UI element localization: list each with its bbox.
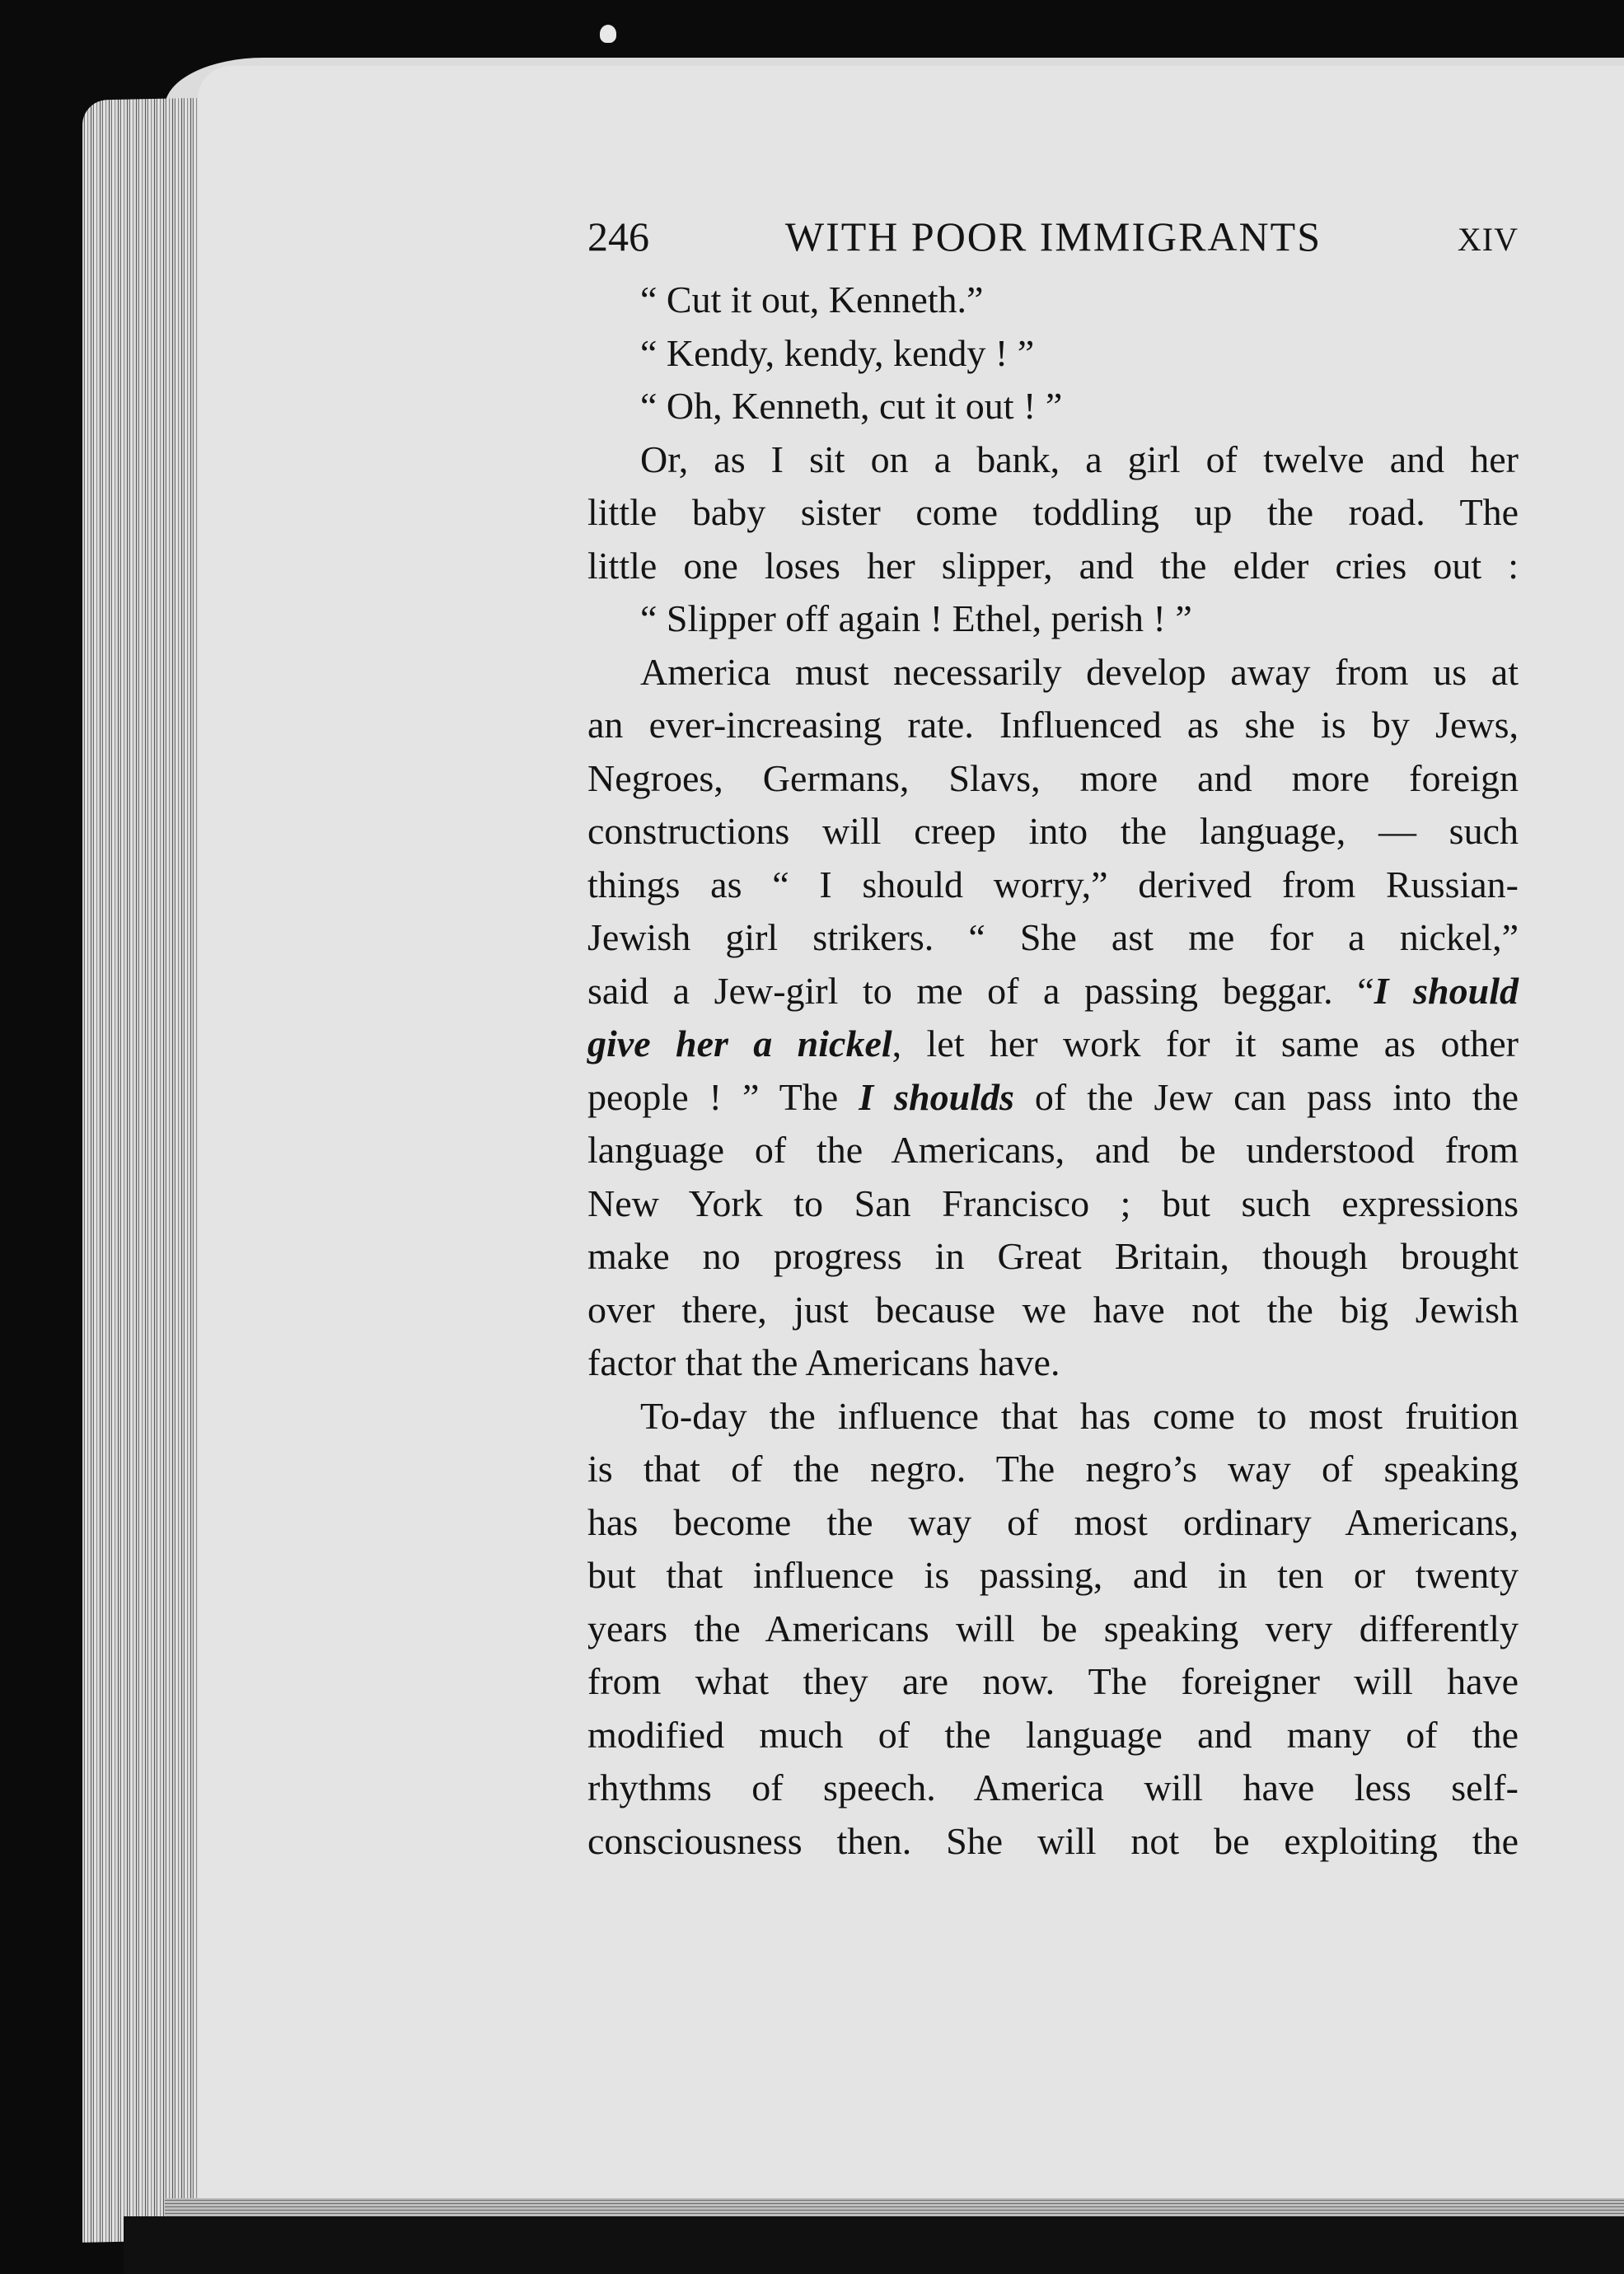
text-line: “ Kendy, kendy, kendy ! ” bbox=[640, 331, 1035, 374]
text-line: make no progress in Great Britain, though brought bbox=[587, 1235, 1519, 1277]
text-line: modified much of the language and many of the bbox=[587, 1713, 1519, 1756]
italic-phrase: give her a nickel bbox=[587, 1022, 892, 1064]
text-line: little baby sister come toddling up the road. The bbox=[587, 491, 1519, 533]
text-segment: said a Jew-girl to me of a passing beggar. “ bbox=[587, 969, 1374, 1012]
text-line: has become the way of most ordinary Americans, bbox=[587, 1500, 1519, 1543]
text-line: is that of the negro. The negro’s way of speaking bbox=[587, 1448, 1519, 1490]
text-line: rhythms of speech. America will have less self- bbox=[587, 1766, 1519, 1808]
text-segment: , let her work for it same as other bbox=[892, 1022, 1519, 1064]
text-line: factor that the Americans have. bbox=[587, 1341, 1060, 1383]
page-text bbox=[587, 213, 1519, 1868]
text-line: “ Cut it out, Kenneth.” bbox=[640, 278, 984, 321]
text-line bbox=[587, 1018, 1519, 1071]
text-line: an ever-increasing rate. Influenced as she is by Jews, bbox=[587, 704, 1519, 746]
text-line: consciousness then. She will not be exploiting the bbox=[587, 1819, 1519, 1862]
text-line: New York to San Francisco ; but such expressions bbox=[587, 1181, 1519, 1224]
text-line: from what they are now. The foreigner will have bbox=[587, 1660, 1519, 1702]
running-head bbox=[587, 213, 1519, 270]
text-line: Or, as I sit on a bank, a girl of twelve and her bbox=[640, 437, 1519, 480]
text-line bbox=[587, 1071, 1519, 1125]
italic-phrase: I should bbox=[1374, 969, 1519, 1012]
text-line: little one loses her slipper, and the elder cries out : bbox=[587, 544, 1519, 587]
text-line: things as “ I should worry,” derived from Russian- bbox=[587, 863, 1519, 905]
text-line: over there, just because we have not the big Jewish bbox=[587, 1288, 1519, 1331]
page-number: 246 bbox=[587, 213, 649, 260]
scan-bottom-shadow bbox=[124, 2216, 1624, 2274]
text-line: constructions will creep into the language, — such bbox=[587, 810, 1519, 852]
text-segment: of the Jew can pass into the bbox=[1013, 1075, 1519, 1118]
text-line: Jewish girl strikers. “ She ast me for a nickel,” bbox=[587, 916, 1519, 958]
text-line bbox=[587, 965, 1519, 1018]
book-title: WITH POOR IMMIGRANTS bbox=[784, 213, 1322, 260]
text-line: years the Americans will be speaking very differently bbox=[587, 1607, 1519, 1649]
binding-mark bbox=[600, 25, 616, 43]
text-line: America must necessarily develop away from us at bbox=[640, 650, 1519, 693]
text-segment: people ! ” The bbox=[587, 1075, 859, 1118]
text-line: language of the Americans, and be understood from bbox=[587, 1129, 1519, 1171]
text-line: “ Oh, Kenneth, cut it out ! ” bbox=[640, 385, 1063, 427]
chapter-number: XIV bbox=[1457, 221, 1519, 258]
text-line: To-day the influence that has come to most fruition bbox=[640, 1394, 1519, 1437]
text-line: “ Slipper off again ! Ethel, perish ! ” bbox=[640, 597, 1192, 639]
text-line: Negroes, Germans, Slavs, more and more foreign bbox=[587, 756, 1519, 799]
italic-phrase: I shoulds bbox=[859, 1075, 1014, 1118]
text-line: but that influence is passing, and in ten or twenty bbox=[587, 1554, 1519, 1596]
